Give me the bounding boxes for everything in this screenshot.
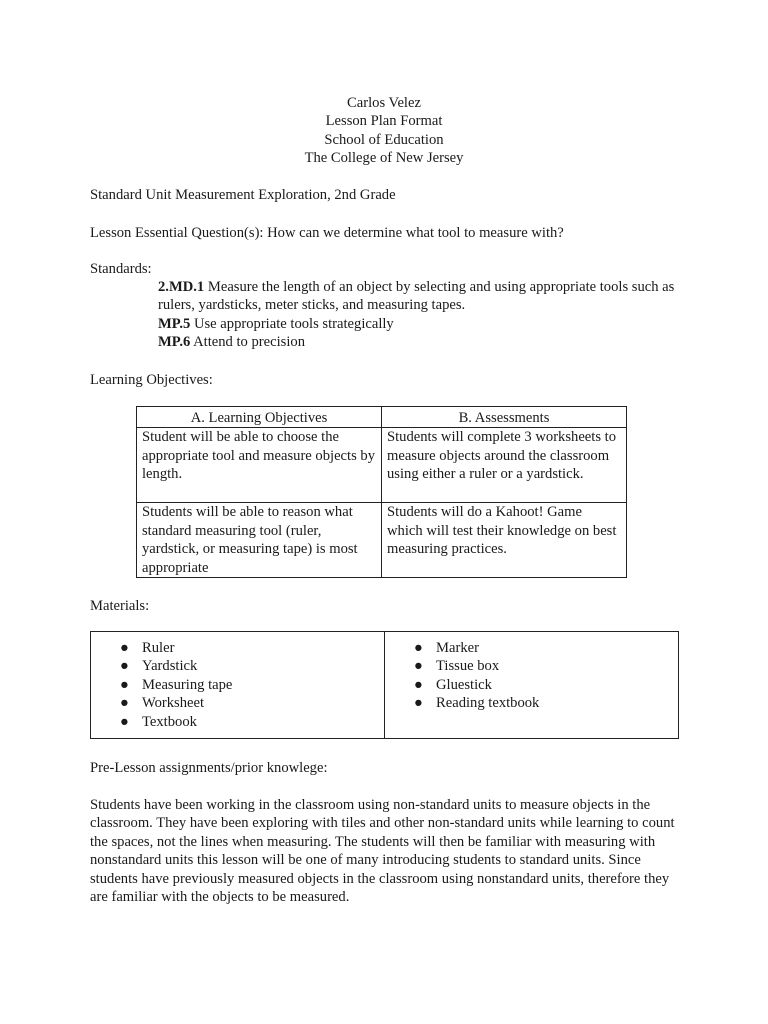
column-header-assessments: B. Assessments [382, 407, 627, 428]
materials-right-cell [385, 632, 679, 739]
material-label: Marker [436, 640, 479, 656]
list-item [385, 676, 678, 694]
list-item [91, 657, 384, 675]
table-header-row [137, 407, 627, 428]
essential-question: Lesson Essential Question(s): How can we determine what tool to measure with? [90, 225, 564, 241]
bullet-icon: ● [120, 658, 129, 675]
assessment-cell: Students will do a Kahoot! Game which will test their knowledge on best measuring practices. [382, 503, 627, 578]
objectives-heading: Learning Objectives: [90, 372, 213, 388]
material-label: Worksheet [142, 695, 205, 712]
standards-heading: Standards: [90, 261, 152, 277]
list-item [91, 676, 384, 694]
standard-item [158, 315, 683, 333]
standard-text: Use appropriate tools strategically [190, 315, 394, 332]
materials-table [90, 631, 679, 739]
column-header-objectives: A. Learning Objectives [137, 407, 382, 428]
list-item [385, 639, 678, 657]
bullet-icon: ● [120, 640, 129, 656]
document-header [0, 94, 768, 168]
standard-text: Attend to precision [190, 334, 306, 351]
list-item [385, 657, 678, 675]
unit-title: Standard Unit Measurement Exploration, 2nd Grade [90, 187, 396, 203]
material-label: Tissue box [436, 658, 500, 675]
bullet-icon: ● [414, 695, 423, 712]
materials-heading: Materials: [90, 598, 150, 614]
objective-cell: Students will be able to reason what standard measuring tool (ruler, yardstick, or measuring tape) is most appropriate [137, 503, 382, 578]
table-row [137, 503, 627, 578]
materials-left-cell [91, 632, 385, 739]
bullet-icon: ● [120, 676, 129, 693]
material-label: Reading textbook [436, 695, 540, 712]
list-item [385, 694, 678, 712]
bullet-icon: ● [414, 658, 423, 675]
standard-item [158, 278, 683, 315]
list-item [91, 713, 384, 731]
school-name: School of Education [324, 131, 444, 148]
standard-item [158, 333, 683, 351]
bullet-icon: ● [120, 713, 129, 730]
standards-list [158, 278, 683, 352]
author-name: Carlos Velez [347, 95, 421, 111]
materials-list-left [91, 639, 384, 731]
list-item [91, 639, 384, 657]
standard-code: 2.MD.1 [158, 279, 205, 295]
prior-knowledge-heading: Pre-Lesson assignments/prior knowlege: [90, 760, 328, 776]
material-label: Yardstick [142, 658, 198, 675]
bullet-icon: ● [414, 676, 423, 693]
table-row [137, 428, 627, 503]
materials-list-right [385, 639, 678, 713]
assessment-cell: Students will complete 3 worksheets to measure objects around the classroom using either a ruler or a yardstick. [382, 428, 627, 503]
material-label: Gluestick [436, 676, 492, 693]
material-label: Measuring tape [142, 676, 233, 693]
objective-cell: Student will be able to choose the appropriate tool and measure objects by length. [137, 428, 382, 503]
material-label: Textbook [142, 713, 197, 730]
format-title: Lesson Plan Format [325, 113, 443, 130]
standard-text: Measure the length of an object by selecting and using appropriate tools such as rulers, yardsticks, meter sticks, and measuring tapes. [158, 279, 675, 314]
standard-code: MP.5 [158, 315, 191, 332]
prior-knowledge-paragraph: Students have been working in the classroom using non-standard units to measure objects in the classroom. They have been exploring with tiles and other non-standard units while learning to count the spaces, not the lines when measuring. The students will then be familiar with measuring with nonstandard units this lesson will be one of many introducing students to standard units. Since students have previously measured objects in the classroom using nonstandard units, therefore they are familiar with the objects to be measured. [90, 797, 675, 906]
college-name: The College of New Jersey [304, 150, 464, 167]
bullet-icon: ● [414, 640, 423, 656]
list-item [91, 694, 384, 712]
standard-code: MP.6 [158, 334, 191, 351]
bullet-icon: ● [120, 695, 129, 712]
objectives-table [136, 406, 627, 578]
material-label: Ruler [142, 640, 175, 656]
table-row [91, 632, 679, 739]
